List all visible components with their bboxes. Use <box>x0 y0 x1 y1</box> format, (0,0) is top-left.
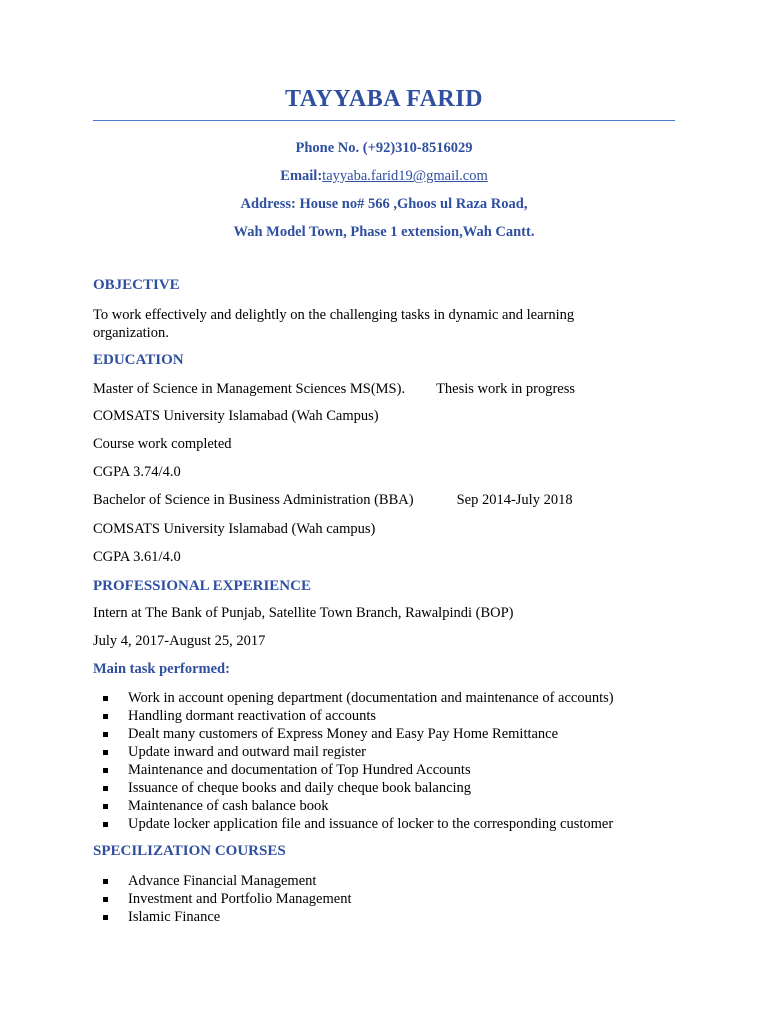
square-bullet-icon <box>103 915 108 920</box>
education-heading: EDUCATION <box>93 352 184 368</box>
courses-list <box>93 872 352 926</box>
ms-university: COMSATS University Islamabad (Wah Campus) <box>93 408 379 424</box>
bba-degree: Bachelor of Science in Business Administration (BBA) <box>93 492 414 508</box>
square-bullet-icon <box>103 768 108 773</box>
header-divider <box>93 120 675 121</box>
square-bullet-icon <box>103 879 108 884</box>
bba-cgpa: CGPA 3.61/4.0 <box>93 549 181 565</box>
email-label: Email: <box>280 168 323 184</box>
address-line-2: Wah Model Town, Phase 1 extension,Wah Cantt. <box>233 224 535 240</box>
square-bullet-icon <box>103 897 108 902</box>
list-item: Islamic Finance <box>93 908 352 926</box>
list-item: Advance Financial Management <box>93 872 352 890</box>
list-item: Update locker application file and issuance of locker to the corresponding customer <box>93 815 614 833</box>
square-bullet-icon <box>103 786 108 791</box>
list-item: Issuance of cheque books and daily cheque book balancing <box>93 779 614 797</box>
email-link[interactable]: tayyaba.farid19@gmail.com <box>322 168 488 184</box>
experience-heading: PROFESSIONAL EXPERIENCE <box>93 578 311 594</box>
candidate-name: TAYYABA FARID <box>285 86 483 112</box>
specialization-heading: SPECILIZATION COURSES <box>93 843 286 859</box>
square-bullet-icon <box>103 714 108 719</box>
bba-dates: Sep 2014-July 2018 <box>456 492 573 508</box>
email-line <box>0 168 768 185</box>
list-item: Work in account opening department (documentation and maintenance of accounts) <box>93 689 614 707</box>
tasks-list <box>93 689 614 833</box>
square-bullet-icon <box>103 804 108 809</box>
square-bullet-icon <box>103 696 108 701</box>
internship-position: Intern at The Bank of Punjab, Satellite Town Branch, Rawalpindi (BOP) <box>93 605 514 621</box>
list-item: Update inward and outward mail register <box>93 743 614 761</box>
bba-university: COMSATS University Islamabad (Wah campus) <box>93 521 376 537</box>
ms-status: Thesis work in progress <box>436 381 576 397</box>
objective-text: To work effectively and delightly on the challenging tasks in dynamic and learning organization. <box>93 307 575 341</box>
bba-degree-line <box>93 492 573 509</box>
list-item: Handling dormant reactivation of accounts <box>93 707 614 725</box>
ms-degree: Master of Science in Management Sciences MS(MS). <box>93 381 406 397</box>
square-bullet-icon <box>103 732 108 737</box>
internship-dates: July 4, 2017-August 25, 2017 <box>93 633 266 649</box>
objective-heading: OBJECTIVE <box>93 277 180 293</box>
list-item: Dealt many customers of Express Money and Easy Pay Home Remittance <box>93 725 614 743</box>
tasks-heading: Main task performed: <box>93 661 230 677</box>
square-bullet-icon <box>103 750 108 755</box>
list-item: Maintenance and documentation of Top Hundred Accounts <box>93 761 614 779</box>
list-item: Investment and Portfolio Management <box>93 890 352 908</box>
phone-line: Phone No. (+92)310-8516029 <box>295 140 473 156</box>
ms-coursework: Course work completed <box>93 436 232 452</box>
ms-cgpa: CGPA 3.74/4.0 <box>93 464 181 480</box>
address-line-1: Address: House no# 566 ,Ghoos ul Raza Road, <box>240 196 528 212</box>
square-bullet-icon <box>103 822 108 827</box>
list-item: Maintenance of cash balance book <box>93 797 614 815</box>
ms-degree-line <box>93 381 575 398</box>
